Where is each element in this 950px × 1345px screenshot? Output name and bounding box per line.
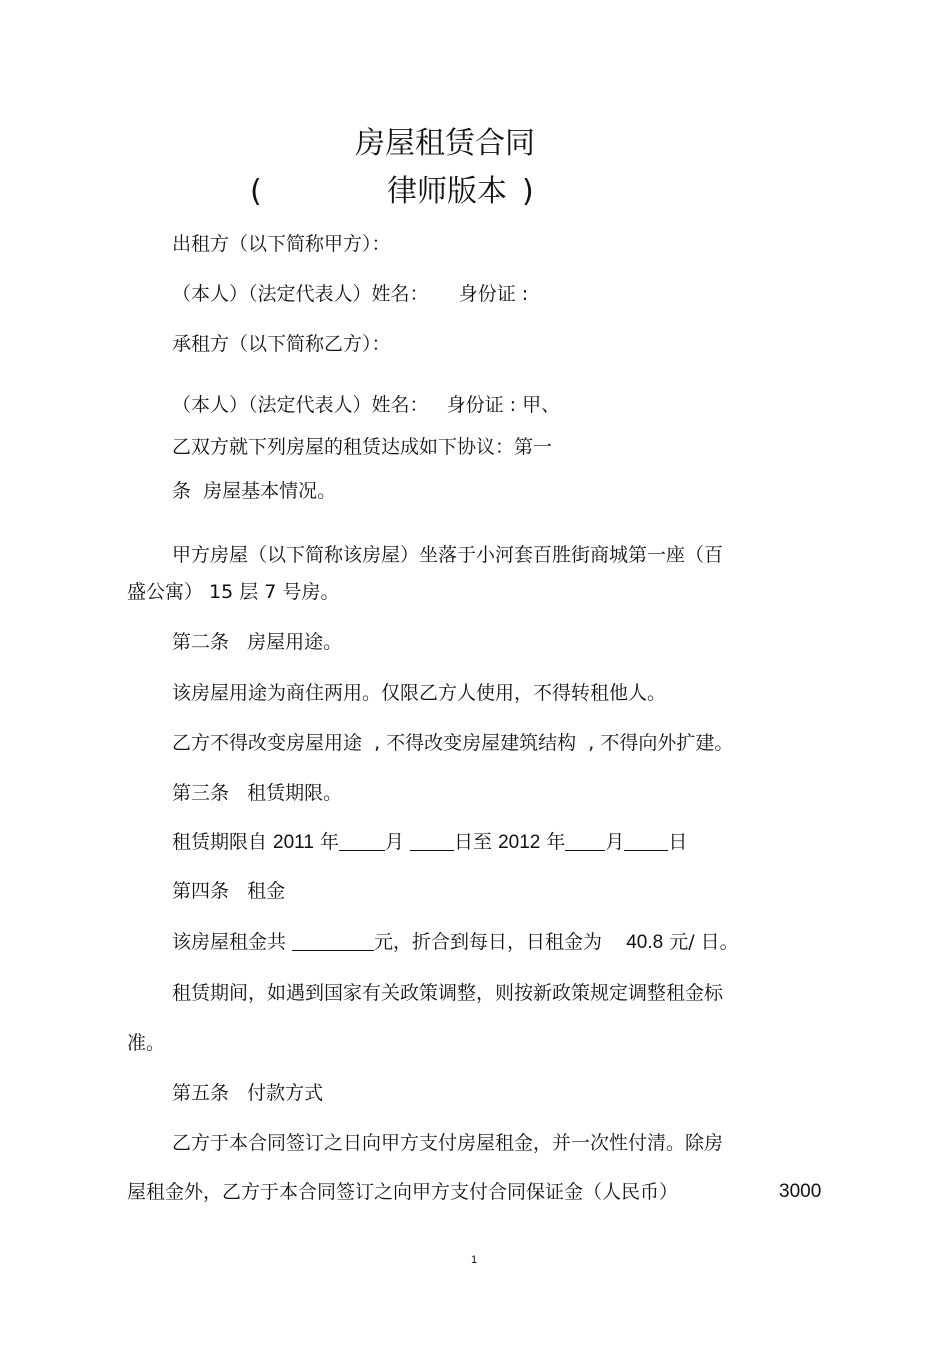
document-title: 房屋租赁合同	[355, 126, 535, 161]
article-1-title: 条 房屋基本情况。	[172, 480, 337, 502]
daily-rent-value: 40.8	[626, 932, 664, 953]
article-5-body-line-1: 乙方于本合同签订之日向甲方支付房屋租金，并一次性付清。除房	[172, 1132, 724, 1154]
lessee-line: 承租方（以下简称乙方）：	[172, 333, 391, 355]
lessor-id-line: （本人）（法定代表人）姓名： 身份证 :	[172, 283, 529, 305]
article-1-body-line-2: 盛公寓） 15 层 7 号房。	[127, 581, 340, 603]
document-subtitle: 律师版本	[387, 174, 507, 209]
rent-middle: 元，折合到每日，日租金为	[374, 931, 627, 953]
rent-suffix: 元/ 日。	[663, 931, 739, 953]
article-4-body-line-3: 准。	[127, 1032, 166, 1054]
article-3-title: 第三条 租赁期限。	[172, 782, 343, 804]
term-start-year: 2011	[273, 832, 314, 853]
end-day-blank[interactable]	[624, 832, 668, 851]
deposit-amount: 3000	[779, 1181, 822, 1202]
term-end-year-label: 年	[540, 831, 566, 853]
subtitle-open-paren: (	[250, 174, 262, 209]
page-number: 1	[471, 1254, 478, 1266]
article-4-title: 第四条 租金	[172, 880, 286, 902]
start-day-blank[interactable]	[410, 832, 454, 851]
article-2-title: 第二条 房屋用途。	[172, 631, 343, 653]
end-month-blank[interactable]	[565, 832, 605, 851]
start-month-blank[interactable]	[339, 832, 385, 851]
article-2-body-line-1: 该房屋用途为商住两用。仅限乙方人使用，不得转租他人。	[172, 682, 667, 704]
term-year-label: 年	[313, 831, 339, 853]
term-prefix: 租赁期限自	[172, 831, 274, 853]
rent-line	[172, 930, 739, 955]
article-4-body-line-2: 租赁期间，如遇到国家有关政策调整，则按新政策规定调整租金标	[172, 982, 724, 1004]
term-end-year: 2012	[498, 832, 541, 853]
subtitle-close-paren: )	[522, 174, 534, 209]
term-month-label: 月	[384, 831, 404, 853]
term-end-day-label: 日	[668, 831, 688, 853]
agreement-line: 乙双方就下列房屋的租赁达成如下协议：第一	[172, 436, 553, 458]
rent-total-blank[interactable]	[292, 932, 374, 951]
rent-prefix: 该房屋租金共	[172, 931, 293, 953]
article-5-title: 第五条 付款方式	[172, 1082, 324, 1104]
article-1-body-line-1: 甲方房屋（以下简称该房屋）坐落于小河套百胜街商城第一座（百	[172, 544, 724, 566]
term-day-label: 日至	[454, 831, 499, 853]
term-end-month-label: 月	[605, 831, 625, 853]
lessor-line: 出租方（以下简称甲方）：	[172, 233, 391, 255]
lease-term-line	[172, 830, 687, 855]
lessee-id-line: （本人）（法定代表人）姓名： 身份证 : 甲、	[172, 394, 561, 416]
article-2-body-line-2: 乙方不得改变房屋用途 , 不得改变房屋建筑结构 , 不得向外扩建。	[172, 732, 734, 754]
article-5-body-line-2: 屋租金外，乙方于本合同签订之向甲方支付合同保证金（人民币）	[127, 1181, 679, 1203]
